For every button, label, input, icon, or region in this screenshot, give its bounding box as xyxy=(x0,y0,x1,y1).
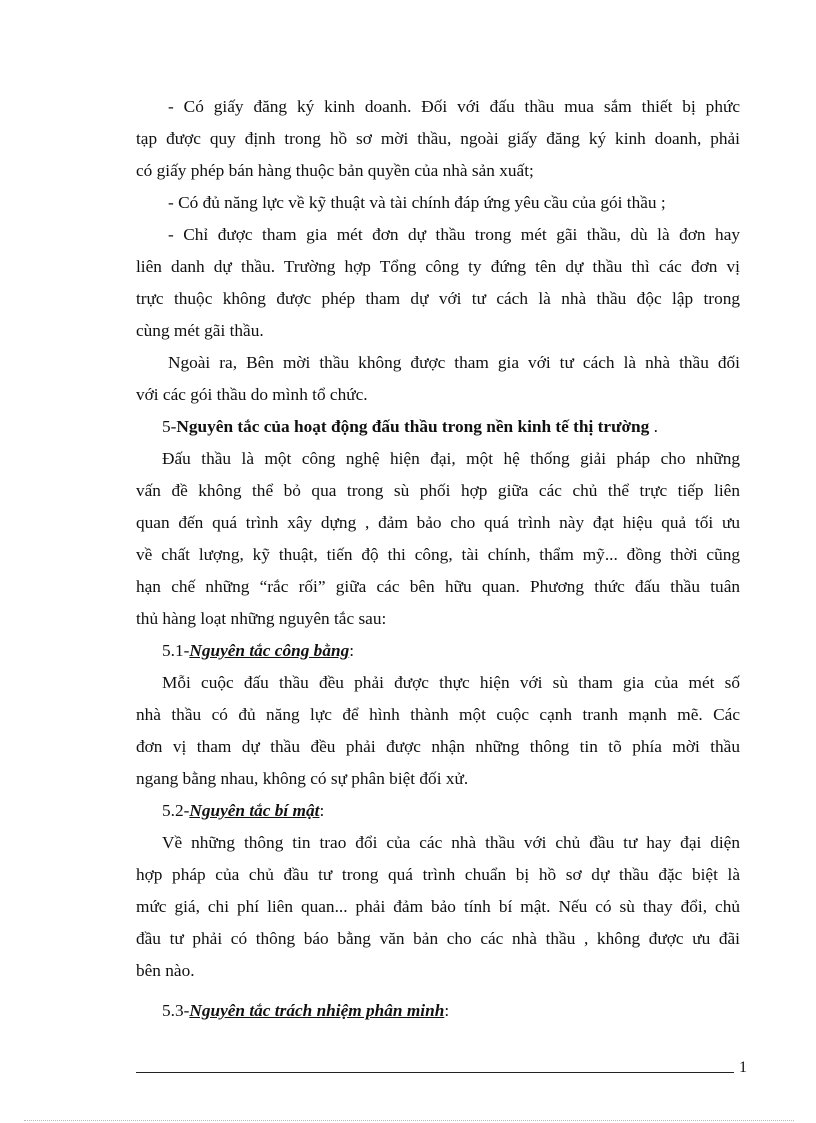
paragraph-line: Ngoài ra, Bên mời thầu không được tham gia với tư cách là nhà thầu đối xyxy=(168,353,740,372)
section-heading: 5-Nguyên tắc của hoạt động đấu thầu trong nền kinh tế thị trường . xyxy=(162,417,658,436)
paragraph-line: nhà thầu có đủ năng lực để hình thành một cuộc cạnh tranh mạnh mẽ. Các xyxy=(136,705,740,724)
paragraph-line: thủ hàng loạt những nguyên tắc sau: xyxy=(136,609,387,628)
paragraph-line: tạp được quy định trong hồ sơ mời thầu, ngoài giấy đăng ký kinh doanh, phải xyxy=(136,129,740,148)
paragraph-line: Về những thông tin trao đổi của các nhà thầu với chủ đầu tư hay đại diện xyxy=(162,833,740,852)
paragraph-line: - Có đủ năng lực về kỹ thuật và tài chính đáp ứng yêu cầu của gói thầu ; xyxy=(168,193,666,212)
paragraph-line: hạn chế những “rắc rối” giữa các bên hữu quan. Phương thức đấu thầu tuân xyxy=(136,577,740,596)
subsection-heading: 5.3-Nguyên tắc trách nhiệm phân minh: xyxy=(162,1001,450,1020)
paragraph-line: hợp pháp của chủ đầu tư trong quá trình chuẩn bị hồ sơ dự thầu đặc biệt là xyxy=(136,865,740,884)
page-number: 1 xyxy=(739,1059,747,1076)
paragraph-line: bên nào. xyxy=(136,961,195,980)
paragraph-line: quan đến quá trình xây dựng , đảm bảo cho quá trình này đạt hiệu quả tối ưu xyxy=(136,513,740,532)
paragraph-line: Đấu thầu là một công nghệ hiện đại, một hệ thống giải pháp cho những xyxy=(162,449,740,468)
paragraph-line: liên danh dự thầu. Trường hợp Tổng công ty đứng tên dự thầu thì các đơn vị xyxy=(136,257,740,276)
paragraph-line: ngang bằng nhau, không có sự phân biệt đối xử. xyxy=(136,769,469,788)
subsection-heading: 5.1-Nguyên tắc công bằng: xyxy=(162,641,355,660)
paragraph-line: - Có giấy đăng ký kinh doanh. Đối với đấu thầu mua sắm thiết bị phức xyxy=(168,97,740,116)
paragraph-line: vấn đề không thể bỏ qua trong sù phối hợp giữa các chủ thể trực tiếp liên xyxy=(136,481,740,500)
paragraph-line: mức giá, chi phí liên quan... phải đảm bảo tính bí mật. Nếu có sù thay đổi, chủ xyxy=(136,897,740,916)
paragraph-line: đơn vị tham dự thầu đều phải được nhận những thông tin tõ phía mời thầu xyxy=(136,737,740,756)
subsection-heading: 5.2-Nguyên tắc bí mật: xyxy=(162,801,325,820)
paragraph-line: có giấy phép bán hàng thuộc bản quyền của nhà sản xuất; xyxy=(136,161,534,180)
paragraph-line: cùng mét gãi thầu. xyxy=(136,321,264,340)
paragraph-line: Mỗi cuộc đấu thầu đều phải được thực hiện với sù tham gia của mét số xyxy=(162,673,740,692)
footer-rule xyxy=(136,1072,734,1073)
paragraph-line: với các gói thầu do mình tổ chức. xyxy=(136,385,368,404)
paragraph-line: - Chỉ được tham gia mét đơn dự thầu trong mét gãi thầu, dù là đơn hay xyxy=(168,225,740,244)
paragraph-line: trực thuộc không được phép tham dự với tư cách là nhà thầu độc lập trong xyxy=(136,289,740,308)
paragraph-line: về chất lượng, kỹ thuật, tiến độ thi công, tài chính, thẩm mỹ... đồng thời cũng xyxy=(136,545,740,564)
page-edge-divider xyxy=(24,1120,794,1121)
paragraph-line: đầu tư phải có thông báo bằng văn bản cho các nhà thầu , không được ưu đãi xyxy=(136,929,740,948)
